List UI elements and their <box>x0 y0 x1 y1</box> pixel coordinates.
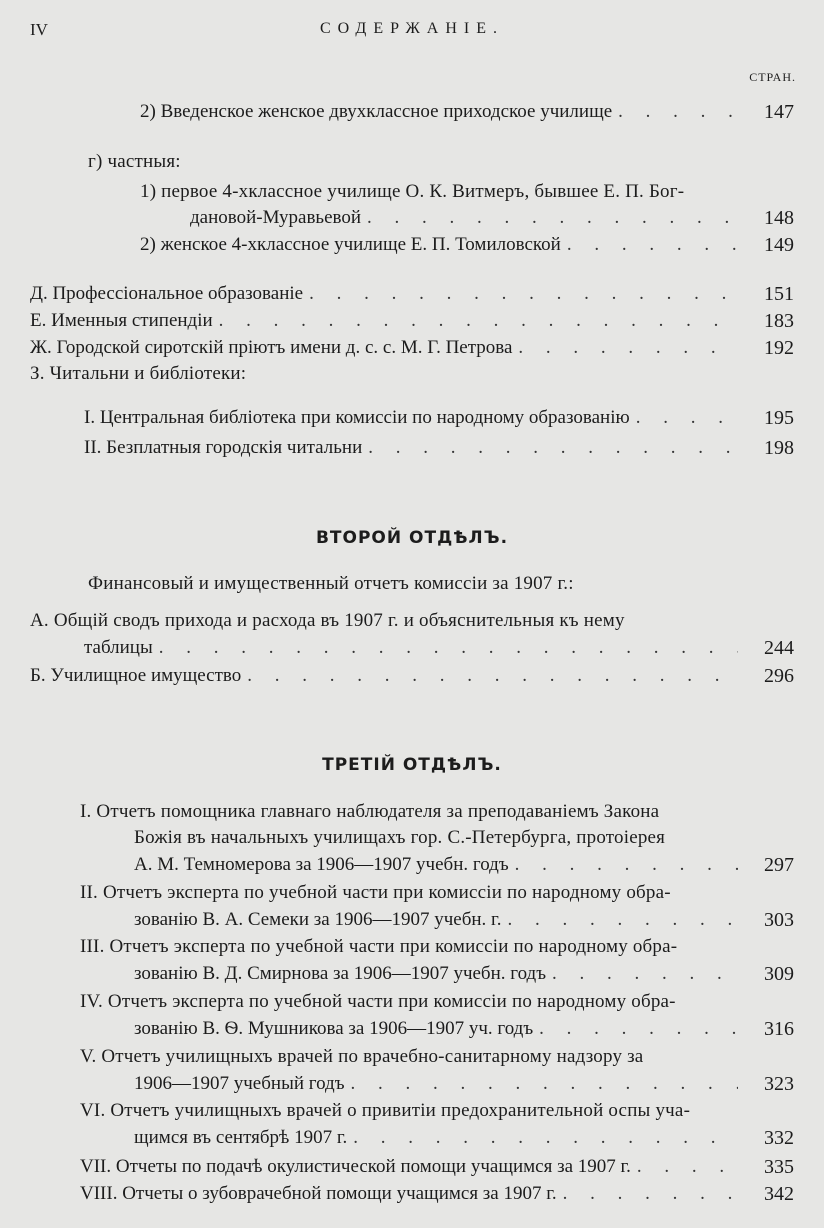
section-heading: ВТОРОЙ ОТДѢЛЪ. <box>315 528 509 548</box>
toc-page-number: 195 <box>764 407 794 429</box>
toc-entry <box>30 282 744 306</box>
toc-entry-text: зованію В. А. Семеки за 1906—1907 учебн. г. <box>134 909 502 930</box>
toc-entry-text: Д. Профессіональное образованіе <box>30 283 304 304</box>
toc-entry-text: дановой-Муравьевой <box>190 207 362 228</box>
toc-page-number: 323 <box>764 1073 794 1095</box>
page-title: СОДЕРЖАНІЕ. <box>320 20 504 37</box>
toc-entry <box>134 1126 744 1150</box>
toc-entry <box>134 853 744 877</box>
toc-entry <box>134 962 744 986</box>
toc-entry <box>140 233 744 257</box>
toc-entry-text: 1906—1907 учебный годъ <box>134 1073 345 1094</box>
toc-entry-line: VI. Отчетъ училищныхъ врачей о привитіи предохранительной оспы уча- <box>80 1100 691 1121</box>
toc-entry <box>134 1017 744 1041</box>
toc-entry <box>30 664 744 688</box>
toc-page-number: 309 <box>764 963 794 985</box>
toc-entry <box>134 1072 744 1096</box>
toc-entry <box>84 406 744 430</box>
toc-page-number: 297 <box>764 854 794 876</box>
toc-entry-text: VIII. Отчеты о зубоврачебной помощи учащимся за 1907 г. <box>80 1183 557 1204</box>
toc-entry-line: III. Отчетъ эксперта по учебной части при комиссіи по народному обра- <box>80 936 678 957</box>
toc-page-number: 332 <box>764 1127 794 1149</box>
toc-entry-text: зованію В. Д. Смирнова за 1906—1907 учебн. годъ <box>134 963 547 984</box>
toc-entry <box>134 908 744 932</box>
toc-entry-line: IV. Отчетъ эксперта по учебной части при комиссіи по народному обра- <box>80 991 676 1012</box>
toc-entry-text: А. М. Темномерова за 1906—1907 учебн. годъ <box>134 854 509 875</box>
toc-entry-text: Е. Именныя стипендіи <box>30 310 213 331</box>
toc-entry-text: Б. Училищное имущество <box>30 665 242 686</box>
toc-page-number: 147 <box>764 101 794 123</box>
toc-entry-line: V. Отчетъ училищныхъ врачей по врачебно-санитарному надзору за <box>80 1046 644 1067</box>
toc-entry <box>140 100 744 124</box>
toc-subsection-label: З. Читальни и библіотеки: <box>30 363 247 384</box>
toc-page-number: 198 <box>764 437 794 459</box>
toc-page-number: 296 <box>764 665 794 687</box>
toc-entry <box>80 1155 744 1179</box>
toc-entry-text: зованію В. Ѳ. Мушникова за 1906—1907 уч. годъ <box>134 1018 534 1039</box>
toc-page-number: 244 <box>764 637 794 659</box>
toc-entry-line: I. Отчетъ помощника главнаго наблюдателя за преподаваніемъ Закона <box>80 801 660 822</box>
page-number-roman: IV <box>30 20 48 39</box>
section-intro: Финансовый и имущественный отчетъ комиссіи за 1907 г.: <box>88 573 574 594</box>
section-heading: ТРЕТІЙ ОТДѢЛЪ. <box>322 755 502 775</box>
toc-entry-text: 2) Введенское женское двухклассное приходское училище <box>140 101 613 122</box>
toc-entry-text: щимся въ сентябрѣ 1907 г. <box>134 1127 348 1148</box>
toc-entry-line: Божія въ начальныхъ училищахъ гор. С.-Петербурга, протоіерея <box>134 827 666 848</box>
toc-entry <box>30 309 744 333</box>
toc-entry-line: 1) первое 4-хклассное училище О. К. Витмеръ, бывшее Е. П. Бог- <box>140 181 685 202</box>
toc-page-number: 148 <box>764 207 794 229</box>
toc-page-number: 183 <box>764 310 794 332</box>
toc-page-number: 151 <box>764 283 794 305</box>
toc-entry-text: Ж. Городской сиротскій пріютъ имени д. с. с. М. Г. Петрова <box>30 337 513 358</box>
toc-page-number: 149 <box>764 234 794 256</box>
toc-entry <box>80 1182 744 1206</box>
toc-entry-line: А. Общій сводъ прихода и расхода въ 1907 г. и объяснительныя къ нему <box>30 610 625 631</box>
toc-entry-text: I. Центральная библіотека при комиссіи по народному образованію <box>84 407 630 428</box>
toc-entry-text: II. Безплатныя городскія читальни <box>84 437 363 458</box>
toc-page-number: 303 <box>764 909 794 931</box>
toc-entry <box>30 336 744 360</box>
toc-subsection-label: г) частныя: <box>88 151 181 172</box>
toc-entry-text: VII. Отчеты по подачѣ окулистической помощи учащимся за 1907 г. <box>80 1156 631 1177</box>
toc-page-number: 192 <box>764 337 794 359</box>
page-column-label: СТРАН. <box>749 70 796 84</box>
toc-page-number: 335 <box>764 1156 794 1178</box>
toc-entry <box>84 436 744 460</box>
toc-entry <box>190 206 744 230</box>
toc-page-number: 316 <box>764 1018 794 1040</box>
toc-entry-text: таблицы <box>84 637 153 658</box>
toc-page-number: 342 <box>764 1183 794 1205</box>
toc-entry-line: II. Отчетъ эксперта по учебной части при комиссіи по народному обра- <box>80 882 671 903</box>
toc-entry-text: 2) женское 4-хклассное училище Е. П. Томиловской <box>140 234 561 255</box>
toc-entry <box>84 636 744 660</box>
